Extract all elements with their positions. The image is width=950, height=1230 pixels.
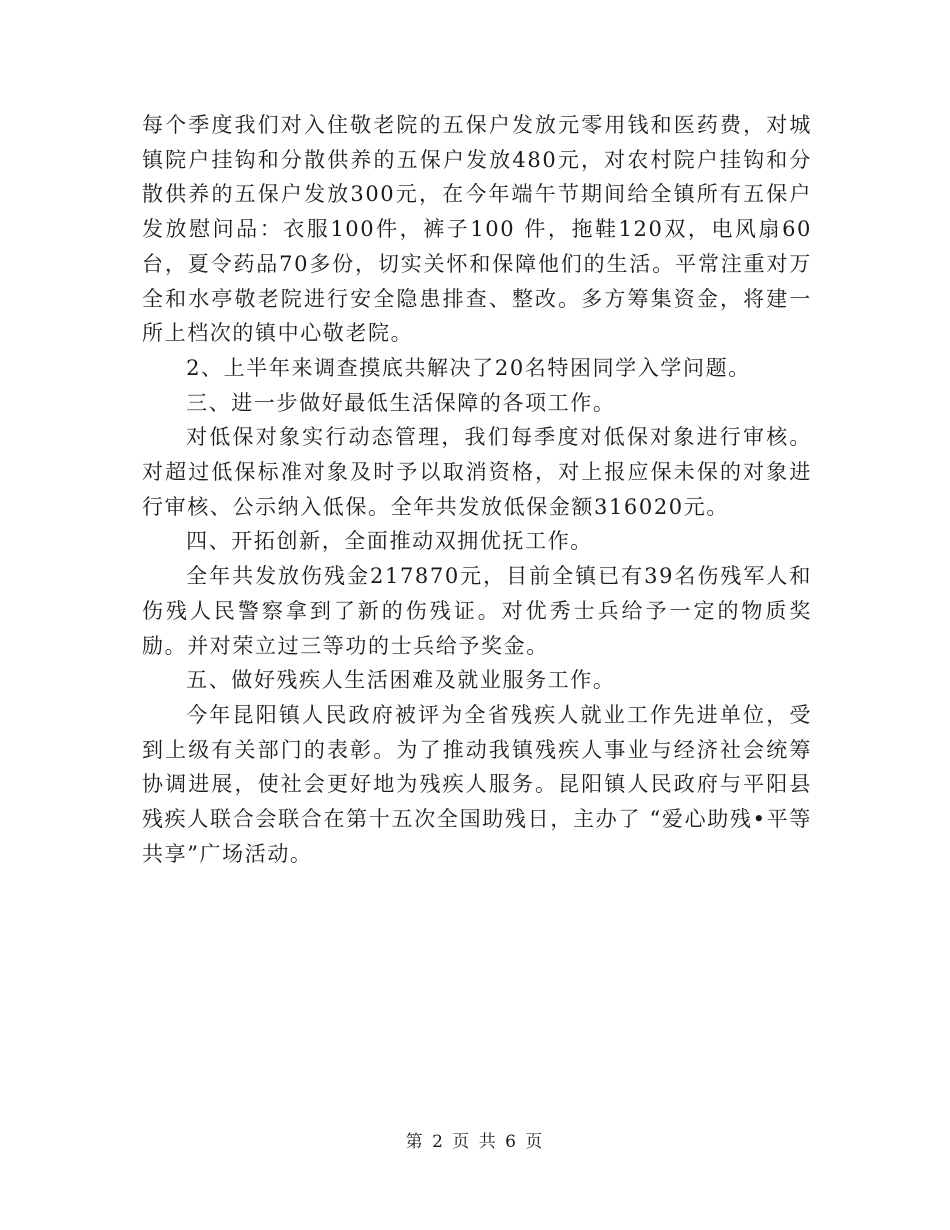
paragraph-minimum-living-security: 对低保对象实行动态管理，我们每季度对低保对象进行审核。对超过低保标准对象及时予以取消资格，对上报应保未保的对象进行审核、公示纳入低保。全年共发放低保金额316020元。 (142, 425, 812, 519)
page-number-footer: 第 2 页 共 6 页 (405, 1132, 545, 1152)
paragraph-student-enrollment: 2、上半年来调查摸底共解决了20名特困同学入学问题。 (186, 355, 751, 380)
paragraph-wubao-allowance: 每个季度我们对入住敬老院的五保户发放元零用钱和医药费，对城镇院户挂钩和分散供养的五保户发放480元，对农村院户挂钩和分散供养的五保户发放300元，在今年端午节期间给全镇所有五保户发放慰问品：衣服100件，裤子100 件，拖鞋120双，电风扇60台，夏令药品70多份，切实关怀和保障他们的生活。平常注重对万全和水亭敬老院进行安全隐患排查、整改。多方筹集资金，将建一所上档次的镇中心敬老院。 (142, 113, 812, 346)
paragraph-military-support: 全年共发放伤残金217870元，目前全镇已有39名伤残军人和伤残人民警察拿到了新的伤残证。对优秀士兵给予一定的物质奖励。并对荣立过三等功的士兵给予奖金。 (142, 564, 812, 658)
heading-minimum-living-security: 三、进一步做好最低生活保障的各项工作。 (186, 390, 616, 415)
heading-disabled-services: 五、做好残疾人生活困难及就业服务工作。 (186, 668, 616, 693)
document-body (142, 108, 812, 871)
heading-military-support: 四、开拓创新，全面推动双拥优抚工作。 (186, 529, 593, 554)
paragraph-disabled-services: 今年昆阳镇人民政府被评为全省残疾人就业工作先进单位，受到上级有关部门的表彰。为了推动我镇残疾人事业与经济社会统筹协调进展，使社会更好地为残疾人服务。昆阳镇人民政府与平阳县残疾人联合会联合在第十五次全国助残日，主办了 “爱心助残•平等共享”广场活动。 (142, 702, 812, 866)
